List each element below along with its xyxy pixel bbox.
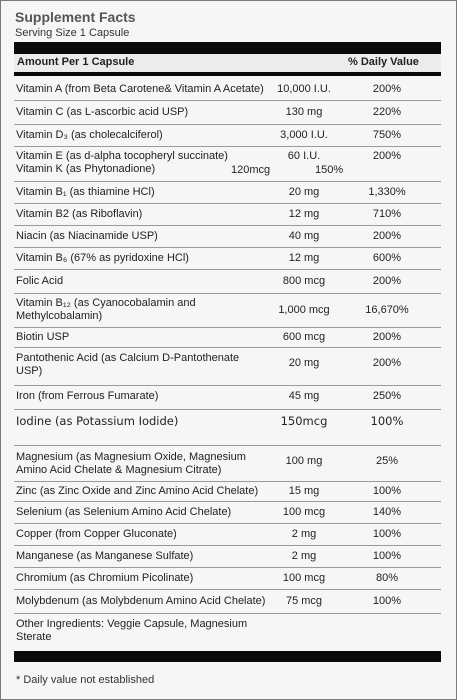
nutrient-row bbox=[14, 523, 441, 546]
nutrient-name: Selenium (as Selenium Amino Acid Chelate) bbox=[16, 506, 232, 518]
nutrient-daily-value: 750% bbox=[372, 129, 402, 141]
nutrient-name: Vitamin A (from Beta Carotene& Vitamin A Acetate) bbox=[16, 83, 264, 95]
nutrient-daily-value: 200% bbox=[372, 357, 402, 369]
nutrient-daily-value: 600% bbox=[372, 252, 402, 264]
nutrient-daily-value: 200% bbox=[372, 150, 402, 162]
nutrient-amount: 100 mcg bbox=[282, 572, 326, 584]
nutrient-name: Copper (from Copper Gluconate) bbox=[16, 528, 177, 540]
nutrient-daily-value: 200% bbox=[372, 230, 402, 242]
nutrient-amount: 150mcg bbox=[280, 414, 328, 428]
top-divider-bar bbox=[14, 42, 441, 54]
nutrient-amount: 20 mg bbox=[288, 357, 320, 369]
footnote: * Daily value not established bbox=[16, 674, 155, 686]
nutrient-name: Biotin USP bbox=[16, 331, 70, 343]
nutrient-daily-value: 140% bbox=[372, 506, 402, 518]
nutrient-name: Chromium (as Chromium Picolinate) bbox=[16, 572, 194, 584]
nutrient-amount: 600 mcg bbox=[282, 331, 326, 343]
nutrient-amount-secondary: 120mcg bbox=[231, 164, 271, 176]
nutrient-amount: 100 mg bbox=[285, 455, 323, 467]
nutrient-row bbox=[14, 247, 441, 270]
nutrient-amount: 10,000 I.U. bbox=[277, 83, 331, 95]
bottom-divider-bar bbox=[14, 651, 441, 662]
nutrient-name: Zinc (as Zinc Oxide and Zinc Amino Acid Chelate) bbox=[16, 485, 259, 497]
nutrient-name: Molybdenum (as Molybdenum Amino Acid Chelate) bbox=[16, 595, 266, 607]
nutrient-amount: 12 mg bbox=[288, 208, 320, 220]
nutrient-amount: 100 mcg bbox=[282, 506, 326, 518]
nutrient-daily-value: 1,330% bbox=[368, 186, 406, 198]
nutrient-name: Vitamin B₁₂ (as Cyanocobalamin and Methylcobalamin) bbox=[16, 297, 196, 322]
nutrient-amount: 75 mcg bbox=[285, 595, 323, 607]
nutrient-row bbox=[14, 100, 441, 125]
nutrient-row bbox=[14, 589, 441, 614]
nutrient-daily-value: 250% bbox=[372, 390, 402, 402]
nutrient-daily-value: 710% bbox=[372, 208, 402, 220]
nutrient-amount: 800 mcg bbox=[282, 275, 326, 287]
nutrient-name: Manganese (as Manganese Sulfate) bbox=[16, 550, 194, 562]
nutrient-name: Iodine (as Potassium Iodide) bbox=[16, 414, 179, 428]
nutrient-name: Other Ingredients: Veggie Capsule, Magnesium Sterate bbox=[16, 618, 248, 643]
amount-header: Amount Per 1 Capsule bbox=[17, 56, 135, 68]
nutrient-name: Vitamin B₁ (as thiamine HCl) bbox=[16, 186, 155, 198]
nutrient-row bbox=[14, 181, 441, 204]
nutrient-amount: 2 mg bbox=[291, 528, 317, 540]
nutrient-row bbox=[14, 203, 441, 226]
nutrient-daily-value: 100% bbox=[372, 528, 402, 540]
nutrient-row bbox=[14, 385, 441, 410]
nutrient-row bbox=[14, 124, 441, 147]
nutrient-row bbox=[14, 293, 441, 328]
nutrient-row bbox=[14, 347, 441, 386]
nutrient-name: Iron (from Ferrous Fumarate) bbox=[16, 390, 159, 402]
nutrient-name: Niacin (as Niacinamide USP) bbox=[16, 230, 158, 242]
nutrient-row bbox=[14, 146, 441, 182]
nutrient-daily-value: 100% bbox=[372, 485, 402, 497]
nutrient-daily-value: 80% bbox=[375, 572, 399, 584]
nutrient-daily-value: 100% bbox=[370, 414, 404, 428]
nutrient-row bbox=[14, 613, 441, 651]
nutrient-daily-value: 16,670% bbox=[365, 304, 409, 316]
nutrient-daily-value: 200% bbox=[372, 275, 402, 287]
nutrient-row bbox=[14, 76, 441, 101]
nutrient-amount: 12 mg bbox=[288, 252, 320, 264]
nutrient-amount: 3,000 I.U. bbox=[280, 129, 328, 141]
nutrient-name-secondary: Vitamin K (as Phytonadione) bbox=[16, 163, 156, 175]
nutrient-amount: 45 mg bbox=[288, 390, 320, 402]
nutrient-row bbox=[14, 545, 441, 568]
serving-size: Serving Size 1 Capsule bbox=[15, 27, 130, 39]
column-header-row bbox=[14, 54, 441, 72]
nutrient-name: Vitamin B₆ (67% as pyridoxine HCl) bbox=[16, 252, 189, 264]
daily-value-header: % Daily Value bbox=[348, 56, 419, 68]
nutrient-row bbox=[14, 567, 441, 590]
nutrient-row bbox=[14, 481, 441, 502]
nutrient-daily-value: 220% bbox=[372, 106, 402, 118]
nutrient-daily-value: 200% bbox=[372, 331, 402, 343]
nutrient-amount: 1,000 mcg bbox=[278, 304, 330, 316]
nutrient-name: Magnesium (as Magnesium Oxide, Magnesium Amino Acid Chelate & Magnesium Citrate) bbox=[16, 451, 246, 476]
nutrient-amount: 20 mg bbox=[288, 186, 320, 198]
panel-title: Supplement Facts bbox=[15, 9, 136, 25]
nutrient-name: Vitamin D₃ (as cholecalciferol) bbox=[16, 129, 163, 141]
nutrient-row bbox=[14, 225, 441, 248]
nutrient-name: Vitamin B2 (as Riboflavin) bbox=[16, 208, 143, 220]
nutrient-daily-value: 25% bbox=[375, 455, 399, 467]
nutrient-daily-value: 100% bbox=[372, 595, 402, 607]
nutrient-amount: 2 mg bbox=[291, 550, 317, 562]
nutrient-name: Vitamin C (as L-ascorbic acid USP) bbox=[16, 106, 189, 118]
nutrient-row bbox=[14, 409, 441, 446]
nutrient-name: Vitamin E (as d-alpha tocopheryl succinate) bbox=[16, 150, 228, 162]
nutrient-row bbox=[14, 501, 441, 524]
nutrient-name: Pantothenic Acid (as Calcium D-Pantothenate USP) bbox=[16, 352, 240, 377]
nutrient-row bbox=[14, 269, 441, 294]
nutrient-amount: 130 mg bbox=[285, 106, 323, 118]
nutrient-daily-value-secondary: 150% bbox=[315, 164, 344, 176]
nutrient-daily-value: 200% bbox=[372, 83, 402, 95]
nutrient-daily-value: 100% bbox=[372, 550, 402, 562]
nutrient-amount: 60 I.U. bbox=[287, 150, 321, 162]
nutrient-amount: 15 mg bbox=[288, 485, 320, 497]
nutrient-row bbox=[14, 445, 441, 482]
nutrient-amount: 40 mg bbox=[288, 230, 320, 242]
nutrient-name: Folic Acid bbox=[16, 275, 64, 287]
nutrient-row bbox=[14, 327, 441, 348]
